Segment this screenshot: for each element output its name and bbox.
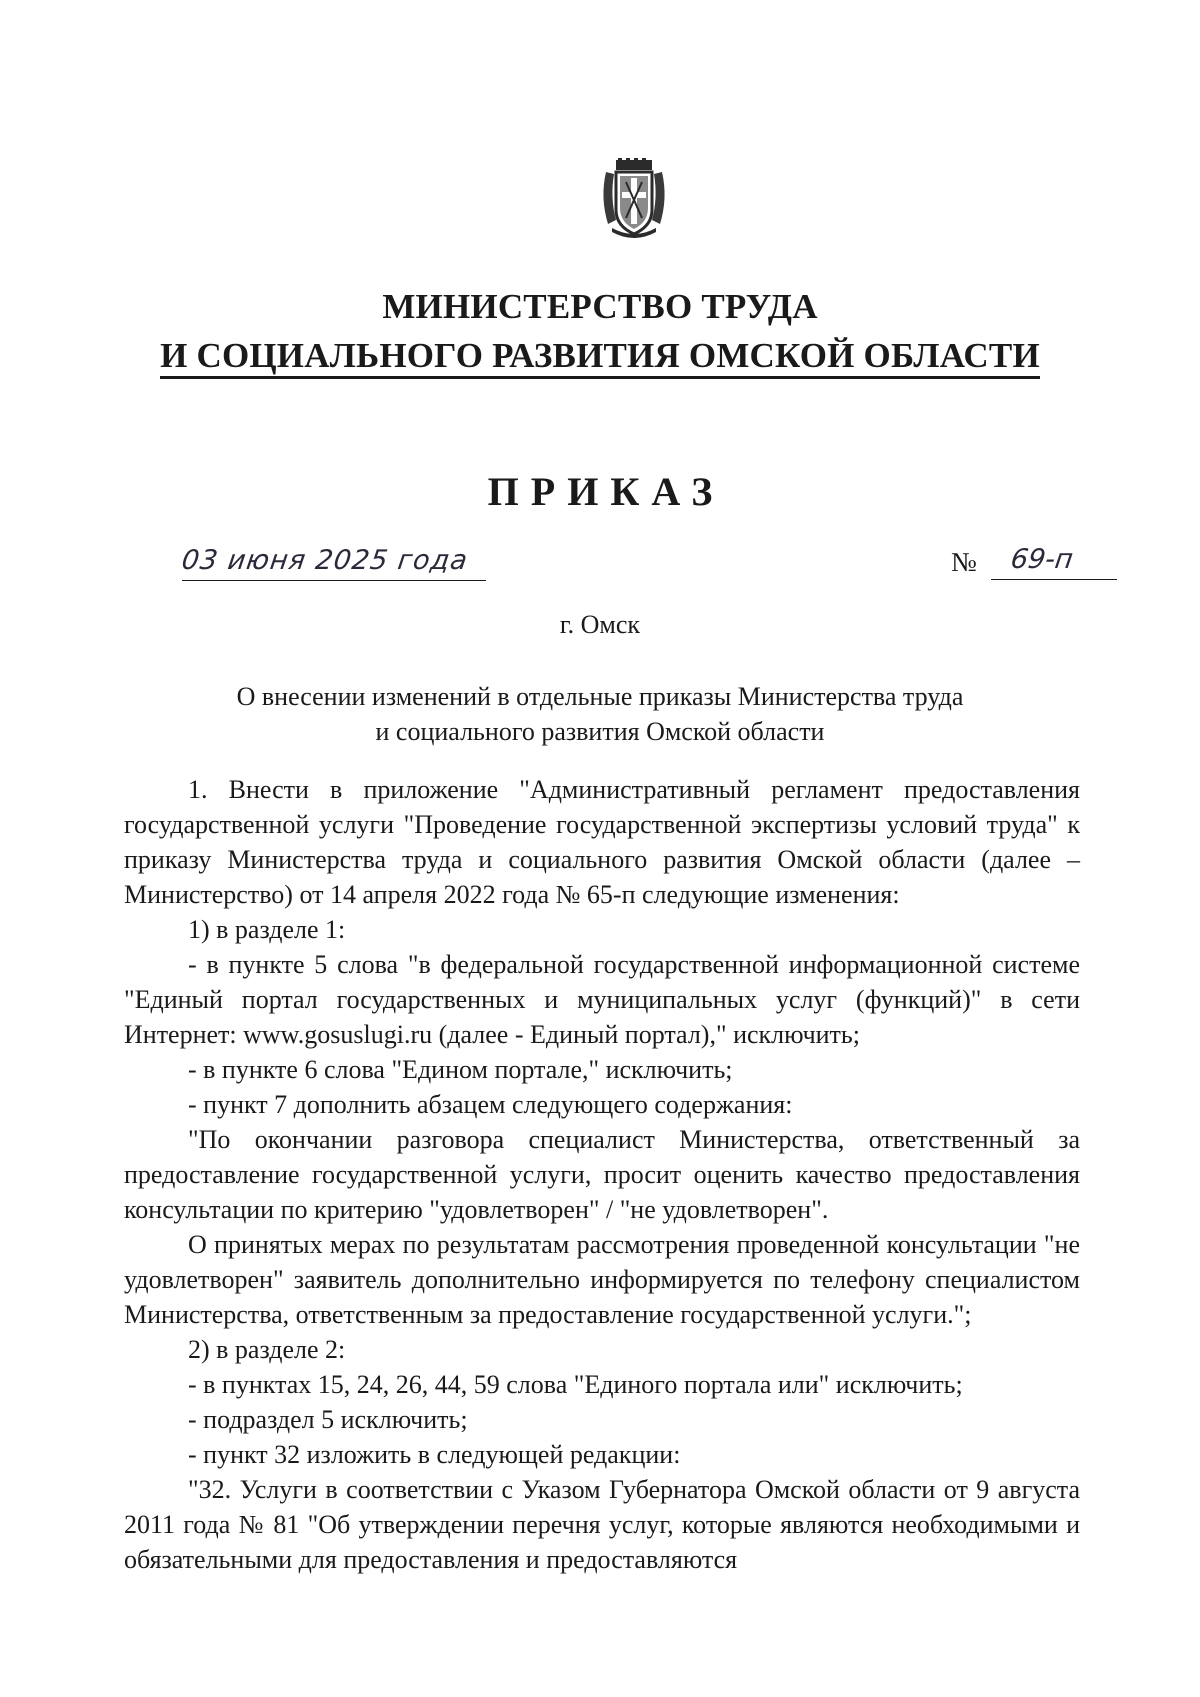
number-sign: № [951,547,977,577]
body-paragraph: - подраздел 5 исключить; [188,1405,468,1434]
ministry-name-line2-text: И СОЦИАЛЬНОГО РАЗВИТИЯ ОМСКОЙ ОБЛАСТИ [160,336,1040,379]
body-paragraph: 1) в разделе 1: [188,915,346,944]
order-subject [0,679,1200,749]
ministry-name-line2 [0,332,1200,380]
body-paragraph: - в пункте 5 слова "в федеральной государственной информационной системе "Единый портал государственных и муниципальных услуг (функций)" в сети Интернет: www.gosuslugi.ru (далее - Единый портал)," исключить; [124,950,1080,1049]
order-subject-line2: и социального развития Омской области [375,717,825,746]
date-field [179,540,486,581]
order-body [124,772,1080,1577]
body-paragraph: - пункт 32 изложить в следующей редакции: [188,1440,681,1469]
order-subject-line1: О внесении изменений в отдельные приказы Министерства труда [236,682,964,711]
body-paragraph: 1. Внести в приложение "Административный регламент предоставления государственной услуги "Проведение государственной экспертизы условий труда" к приказу Министерства труда и социального развития Омской области (далее – Министерство) от 14 апреля 2022 года № 65-п следующие изменения: [124,775,1080,909]
coat-of-arms-icon [600,158,668,238]
body-paragraph: - в пунктах 15, 24, 26, 44, 59 слова "Единого портала или" исключить; [188,1370,963,1399]
body-paragraph: "По окончании разговора специалист Министерства, ответственный за предоставление государственной услуги, просит оценить качество предоставления консультации по критерию "удовлетворен" / "не удовлетворен". [124,1125,1080,1224]
handwritten-number: 69-п [1008,544,1075,575]
body-paragraph: - в пункте 6 слова "Едином портале," исключить; [188,1055,733,1084]
body-paragraph: - пункт 7 дополнить абзацем следующего содержания: [188,1090,793,1119]
city-line: г. Омск [559,610,641,639]
body-paragraph: 2) в разделе 2: [188,1335,346,1364]
handwritten-date: 03 июня 2025 года [179,545,471,576]
body-paragraph: "32. Услуги в соответствии с Указом Губернатора Омской области от 9 августа 2011 года № 81 "Об утверждении перечня услуг, которые являются необходимыми и обязательными для предоставления и предоставляются [124,1475,1080,1574]
document-type-heading: ПРИКАЗ [487,469,725,514]
number-underline [991,539,1117,580]
body-paragraph: О принятых мерах по результатам рассмотрения проведенной консультации "не удовлетворен" заявитель дополнительно информируется по телефону специалистом Министерства, ответственным за предоставление государственной услуги."; [124,1230,1080,1329]
order-number-field [951,540,1117,580]
ministry-name-line1: МИНИСТЕРСТВО ТРУДА [382,287,818,326]
